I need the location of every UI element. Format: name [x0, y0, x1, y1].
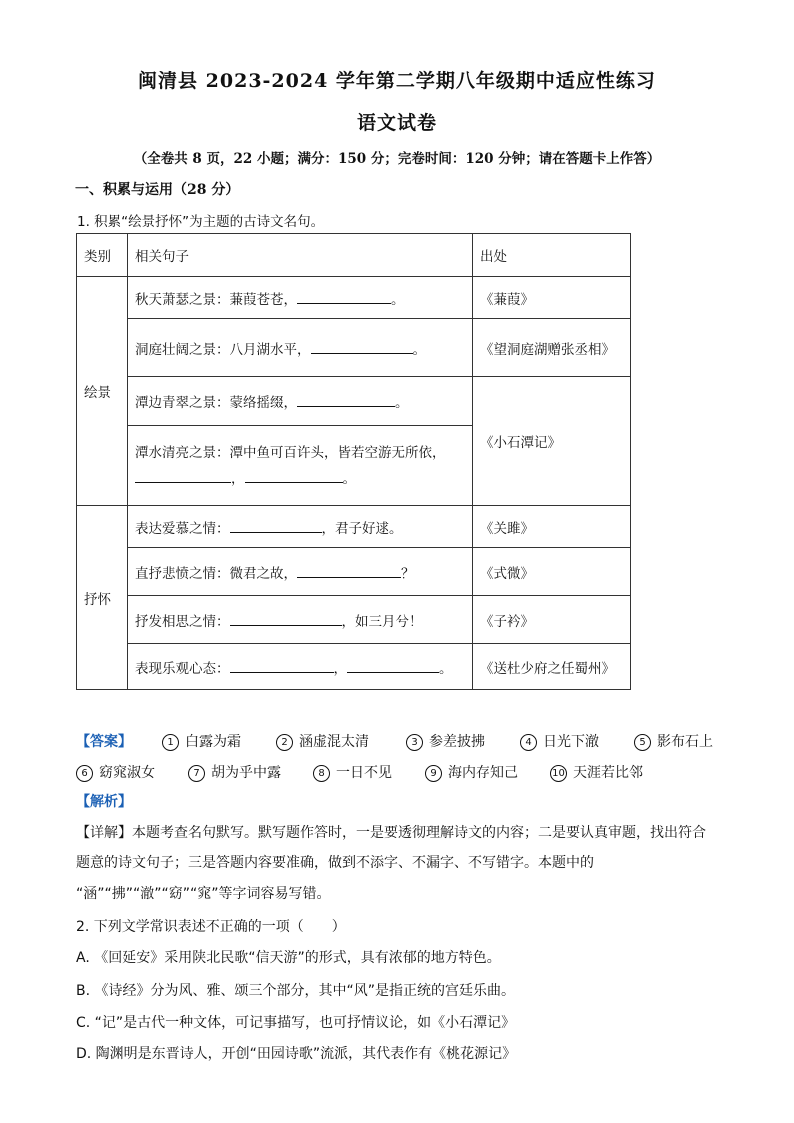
table-row — [77, 319, 631, 377]
answer-item: 5 影布石上 — [634, 731, 713, 751]
table-row — [77, 506, 631, 548]
option-b[interactable]: B. 《诗经》分为风、雅、颂三个部分，其中“风”是指正统的宫廷乐曲。 — [76, 983, 516, 999]
answer-blank[interactable] — [230, 518, 322, 533]
answer-tag: 【答案】 — [76, 734, 132, 750]
answer-item: 7 胡为乎中露 — [188, 762, 281, 782]
answer-blank[interactable] — [347, 658, 439, 673]
option-d[interactable]: D. 陶渊明是东晋诗人，开创“田园诗歌”流派，其代表作有《桃花源记》 — [76, 1046, 517, 1062]
table-row — [77, 644, 631, 690]
sentence-cell: 潭边青翠之景：蒙络摇缀， 。 — [128, 377, 473, 426]
category-scenery: 绘景 — [77, 277, 128, 506]
exam-title: 闽清县 2023-2024 学年第二学期八年级期中适应性练习 — [138, 70, 656, 92]
answer-blank[interactable] — [230, 611, 342, 626]
answer-item: 10 天涯若比邻 — [550, 762, 643, 782]
exam-subtitle: 语文试卷 — [356, 112, 437, 134]
source-cell: 《蒹葭》 — [473, 277, 631, 319]
source-cell: 《小石潭记》 — [473, 377, 631, 506]
answer-blank[interactable] — [297, 392, 395, 407]
answer-blank[interactable] — [297, 563, 401, 578]
category-emotion: 抒怀 — [77, 506, 128, 690]
analysis-detail-line: 【详解】本题考查名句默写。默写题作答时，一是要透彻理解诗文的内容；二是要认真审题，找出符合 — [76, 825, 706, 841]
table-row — [77, 277, 631, 319]
table-row — [77, 377, 631, 426]
analysis-detail-line: 题意的诗文句子；三是答题内容要准确，做到不添字、不漏字、不写错字。本题中的 — [76, 855, 594, 871]
source-cell: 《送杜少府之任蜀州》 — [473, 644, 631, 690]
table-row — [77, 596, 631, 644]
table-header-row — [77, 234, 631, 277]
header-category: 类别 — [77, 234, 128, 277]
answer-item: 9 海内存知己 — [425, 762, 518, 782]
header-source: 出处 — [473, 234, 631, 277]
answer-item: 4 日光下澈 — [520, 731, 599, 751]
answer-blank[interactable] — [135, 468, 231, 483]
answer-item: 1 白露为霜 — [162, 731, 241, 751]
sentence-cell: 洞庭壮阔之景：八月湖水平， 。 — [128, 319, 473, 377]
sentence-cell: 秋天萧瑟之景：蒹葭苍苍， 。 — [128, 277, 473, 319]
section-heading: 一、积累与运用（28 分） — [75, 182, 240, 198]
sentence-cell: 表达爱慕之情： ，君子好逑。 — [128, 506, 473, 548]
sentence-cell: 表现乐观心态： ， 。 — [128, 644, 473, 690]
source-cell: 《望洞庭湖赠张丞相》 — [473, 319, 631, 377]
analysis-tag: 【解析】 — [76, 794, 132, 810]
source-cell: 《式微》 — [473, 548, 631, 596]
sentence-cell: 抒发相思之情： ，如三月兮！ — [128, 596, 473, 644]
answer-blank[interactable] — [297, 289, 391, 304]
question-2-prompt: 2. 下列文学常识表述不正确的一项（ ） — [76, 919, 346, 935]
question-1-prompt: 1. 积累“绘景抒怀”为主题的古诗文名句。 — [77, 214, 325, 230]
source-cell: 《关雎》 — [473, 506, 631, 548]
header-sentence: 相关句子 — [128, 234, 473, 277]
answer-blank[interactable] — [230, 658, 334, 673]
answer-item: 2 涵虚混太清 — [276, 731, 369, 751]
answer-item: 8 一日不见 — [313, 762, 392, 782]
option-c[interactable]: C. “记”是古代一种文体，可记事描写，也可抒情议论，如《小石潭记》 — [76, 1015, 516, 1031]
source-cell: 《子衿》 — [473, 596, 631, 644]
exam-info: （全卷共 8 页，22 小题；满分：150 分；完卷时间：120 分钟；请在答题卡上作答） — [133, 151, 661, 167]
answer-item: 3 参差披拂 — [406, 731, 485, 751]
answer-blank[interactable] — [245, 468, 343, 483]
table-row — [77, 548, 631, 596]
sentence-cell: 直抒悲愤之情：微君之故， ？ — [128, 548, 473, 596]
option-a[interactable]: A. 《回延安》采用陕北民歌“信天游”的形式，具有浓郁的地方特色。 — [76, 950, 501, 966]
answer-item: 6 窈窕淑女 — [76, 762, 155, 782]
analysis-detail-line: “涵”“拂”“澈”“窈”“窕”等字词容易写错。 — [76, 886, 331, 902]
answer-blank[interactable] — [311, 339, 413, 354]
poem-table — [76, 233, 631, 690]
sentence-cell: 潭水清亮之景：潭中鱼可百许头，皆若空游无所依， ， 。 — [128, 426, 473, 506]
